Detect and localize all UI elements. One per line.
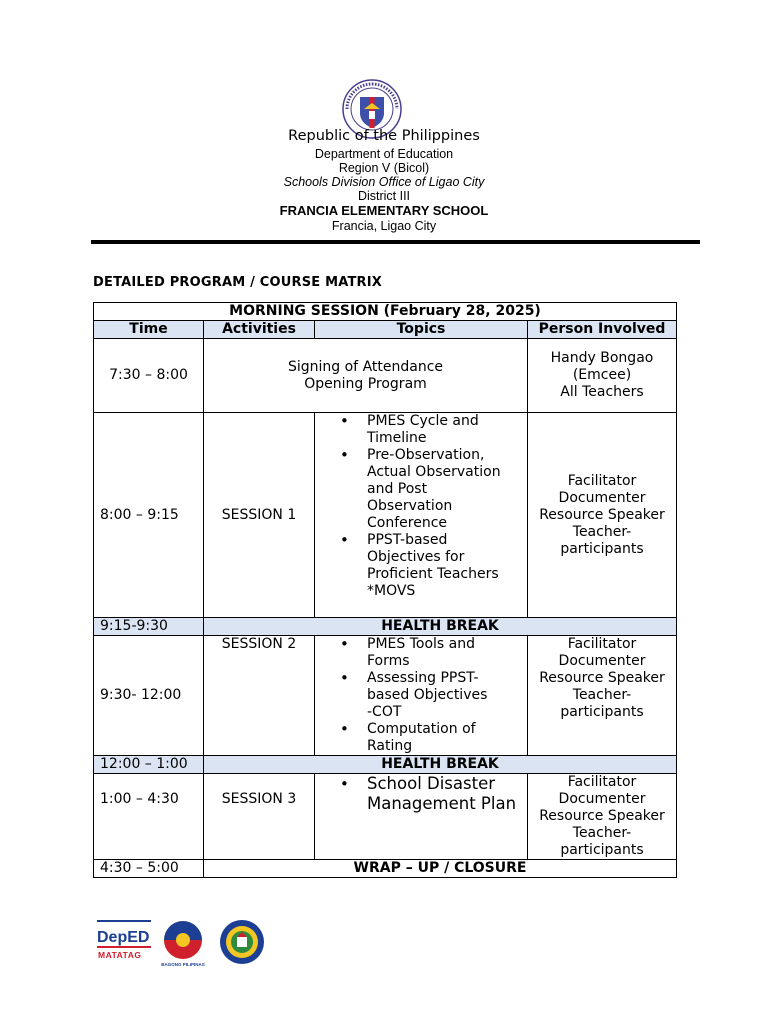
table-row (94, 636, 677, 756)
column-header-time: Time (94, 321, 204, 339)
topic-item: • PPST-based Objectives for Proficient Teachers *MOVS (331, 532, 527, 600)
time-cell: 9:15-9:30 (94, 618, 204, 636)
topics-list (315, 636, 527, 755)
topic-item: • Pre-Observation, Actual Observation and Post Observation Conference (331, 447, 527, 532)
closing-row (94, 860, 677, 878)
svg-text:DepED: DepED (97, 929, 150, 946)
time-cell: 7:30 – 8:00 (94, 339, 204, 413)
table-row (94, 339, 677, 413)
topic-item: • PMES Cycle and Timeline (331, 413, 527, 447)
person-cell (528, 636, 677, 756)
closing-label: WRAP – UP / CLOSURE (204, 860, 677, 878)
person-line: Handy Bongao (550, 350, 654, 366)
header-address: Francia, Ligao City (331, 219, 437, 233)
break-row (94, 756, 677, 774)
table-row (94, 774, 677, 860)
person-line: participants (560, 704, 644, 720)
time-cell: 8:00 – 9:15 (94, 413, 204, 618)
activity-cell: SESSION 3 (204, 774, 315, 860)
person-line: Documenter (558, 791, 646, 807)
program-matrix-table (93, 302, 677, 878)
table-title-row (94, 303, 677, 321)
person-line: Resource Speaker (539, 506, 665, 523)
break-label: HEALTH BREAK (204, 618, 677, 636)
person-line: Documenter (558, 653, 646, 669)
person-line: Documenter (558, 489, 646, 506)
time-cell: 12:00 – 1:00 (94, 756, 204, 774)
person-line: Teacher- (572, 523, 632, 540)
person-line: participants (560, 842, 644, 858)
header-region: Region V (Bicol) (338, 161, 430, 175)
break-row (94, 618, 677, 636)
activity-cell: SESSION 2 (204, 636, 315, 756)
time-cell: 1:00 – 4:30 (94, 774, 204, 860)
activity-line: Opening Program (304, 375, 427, 392)
person-line: Facilitator (567, 472, 637, 489)
header-school-name: FRANCIA ELEMENTARY SCHOOL (279, 203, 489, 218)
school-division-seal-logo (220, 920, 264, 964)
person-line: Teacher- (572, 825, 632, 841)
header-country: Republic of the Philippines (288, 128, 480, 144)
activity-cell: SESSION 1 (204, 413, 315, 618)
time-cell: 9:30- 12:00 (94, 636, 204, 756)
svg-text:MATATAG: MATATAG (98, 950, 142, 960)
topics-list (315, 774, 527, 814)
person-cell (528, 774, 677, 860)
table-header-row (94, 321, 677, 339)
header-division: Schools Division Office of Ligao City (283, 175, 485, 189)
break-label: HEALTH BREAK (204, 756, 677, 774)
header-department: Department of Education (314, 147, 454, 161)
person-line: Teacher- (572, 687, 632, 703)
session-title: MORNING SESSION (February 28, 2025) (94, 303, 677, 321)
header-district: District III (357, 189, 411, 203)
time-cell: 4:30 – 5:00 (94, 860, 204, 878)
footer-logos (97, 918, 269, 968)
table-row (94, 413, 677, 618)
deped-matatag-logo (97, 920, 151, 960)
topic-item: • Computation of Rating (331, 721, 527, 755)
person-line: All Teachers (560, 384, 644, 400)
person-line: participants (560, 540, 644, 557)
topics-cell (315, 636, 528, 756)
person-cell (528, 339, 677, 413)
topic-item: • Assessing PPST- based Objectives -COT (331, 670, 527, 721)
person-line: Resource Speaker (539, 808, 665, 824)
person-line: Facilitator (567, 774, 637, 790)
topic-item: • PMES Tools and Forms (331, 636, 527, 670)
activity-line: Signing of Attendance (287, 358, 444, 375)
person-line: Facilitator (567, 636, 637, 652)
column-header-topics: Topics (315, 321, 528, 339)
bagong-pilipinas-logo (161, 921, 205, 967)
topics-cell (315, 413, 528, 618)
header-divider (91, 240, 700, 244)
column-header-person-involved: Person Involved (528, 321, 677, 339)
svg-text:BAGONG PILIPINAS: BAGONG PILIPINAS (161, 962, 205, 967)
activity-cell (204, 339, 528, 413)
topics-cell (315, 774, 528, 860)
topic-item: • School Disaster Management Plan (331, 774, 527, 814)
person-line: (Emcee) (572, 367, 632, 383)
person-line: Resource Speaker (539, 670, 665, 686)
column-header-activities: Activities (204, 321, 315, 339)
topics-list (315, 413, 527, 600)
document-title: DETAILED PROGRAM / COURSE MATRIX (93, 275, 383, 290)
person-cell (528, 413, 677, 618)
